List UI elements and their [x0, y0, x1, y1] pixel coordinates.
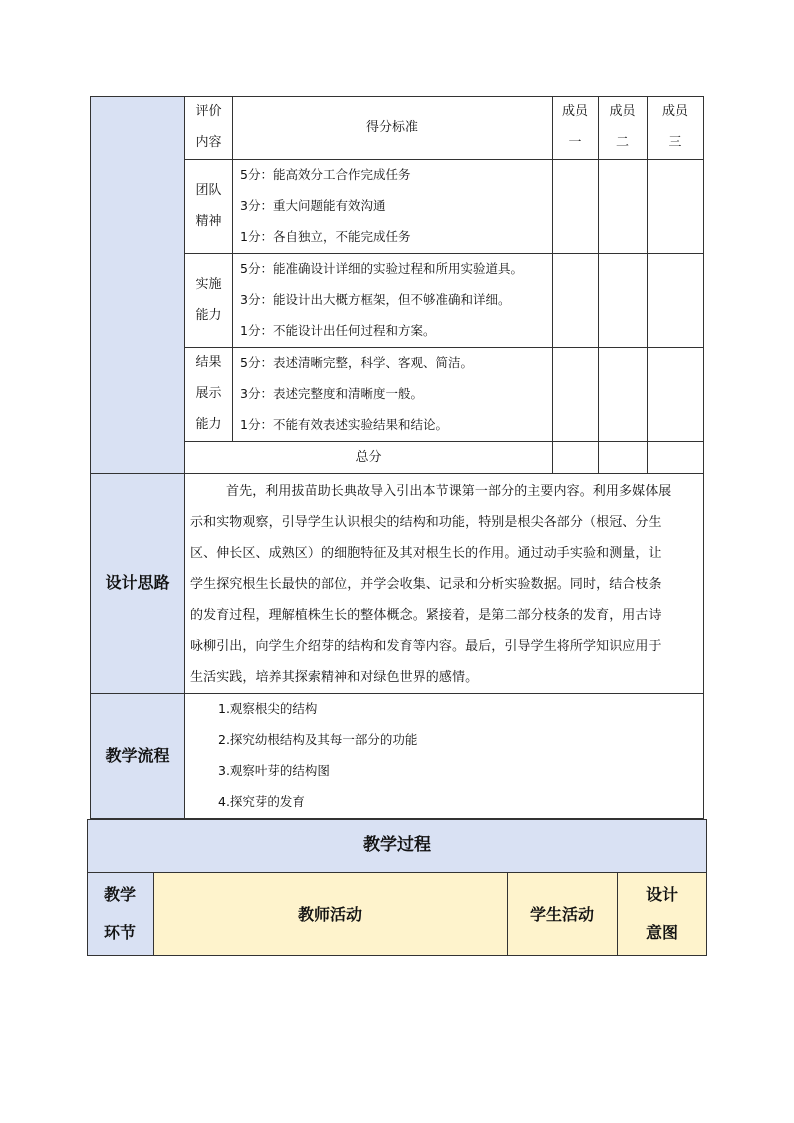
design-intent-header: 设计 意图: [645, 885, 678, 942]
flow-item: 4.探究芽的发育: [218, 794, 305, 809]
student-activity-header: 学生活动: [529, 905, 594, 924]
flow-item: 1.观察根尖的结构: [218, 701, 318, 716]
member-1-header: 成员 一: [561, 104, 588, 150]
teacher-activity-header: 教师活动: [297, 905, 362, 924]
left-label-column: [90, 96, 185, 818]
stage-header: 教学 环节: [103, 885, 136, 942]
criteria-implementation: 5分：能准确设计详细的实验过程和所用实验道具。 3分：能设计出大概方框架，但不够准确和详细。 1分：不能设计出任何过程和方案。: [240, 261, 523, 338]
design-paragraph: 首先，利用拔苗助长典故导入引出本节课第一部分的主要内容。利用多媒体展 示和实物观察，引导学生认识根尖的结构和功能，特别是根尖各部分（根冠、分生 区、伸长区、成熟区）的细胞特征及其对根生长的作用。通过动手实验和测量，让 学生探究根生长最快的部位，并学会收集、记录和分析实验数据。同时，结合枝条 的发育过程，理解植株生长的整体概念。紧接着，是第二部分枝条的发育，用古诗 咏柳引出，向学生介绍芽的结构和发育等内容。最后，引导学生将所学知识应用于 生活实践，培养其探索精神和对绿色世界的感情。: [190, 484, 672, 685]
flow-item: 2.探究幼根结构及其每一部分的功能: [218, 732, 418, 747]
design-label: 设计思路: [105, 573, 170, 592]
flow-list: [218, 693, 698, 817]
row-label-presentation: 结果 展示 能力: [195, 355, 222, 432]
content-header: 评价 内容: [195, 104, 222, 150]
criteria-team-spirit: 5分：能高效分工合作完成任务 3分：重大问题能有效沟通 1分：各自独立，不能完成任务: [240, 167, 411, 244]
criteria-presentation: 5分：表述清晰完整，科学、客观、简洁。 3分：表述完整度和清晰度一般。 1分：不能有效表述实验结果和结论。: [240, 355, 473, 432]
process-title: 教学过程: [363, 835, 431, 855]
row-label-implementation: 实施 能力: [195, 277, 222, 323]
member-3-header: 成员 三: [661, 104, 688, 150]
row-label-team-spirit: 团队 精神: [195, 183, 222, 229]
criteria-header: 得分标准: [365, 120, 418, 135]
member-2-header: 成员 二: [609, 104, 636, 150]
total-label: 总分: [355, 450, 382, 465]
flow-item: 3.观察叶芽的结构图: [218, 763, 330, 778]
flow-label: 教学流程: [105, 746, 170, 765]
